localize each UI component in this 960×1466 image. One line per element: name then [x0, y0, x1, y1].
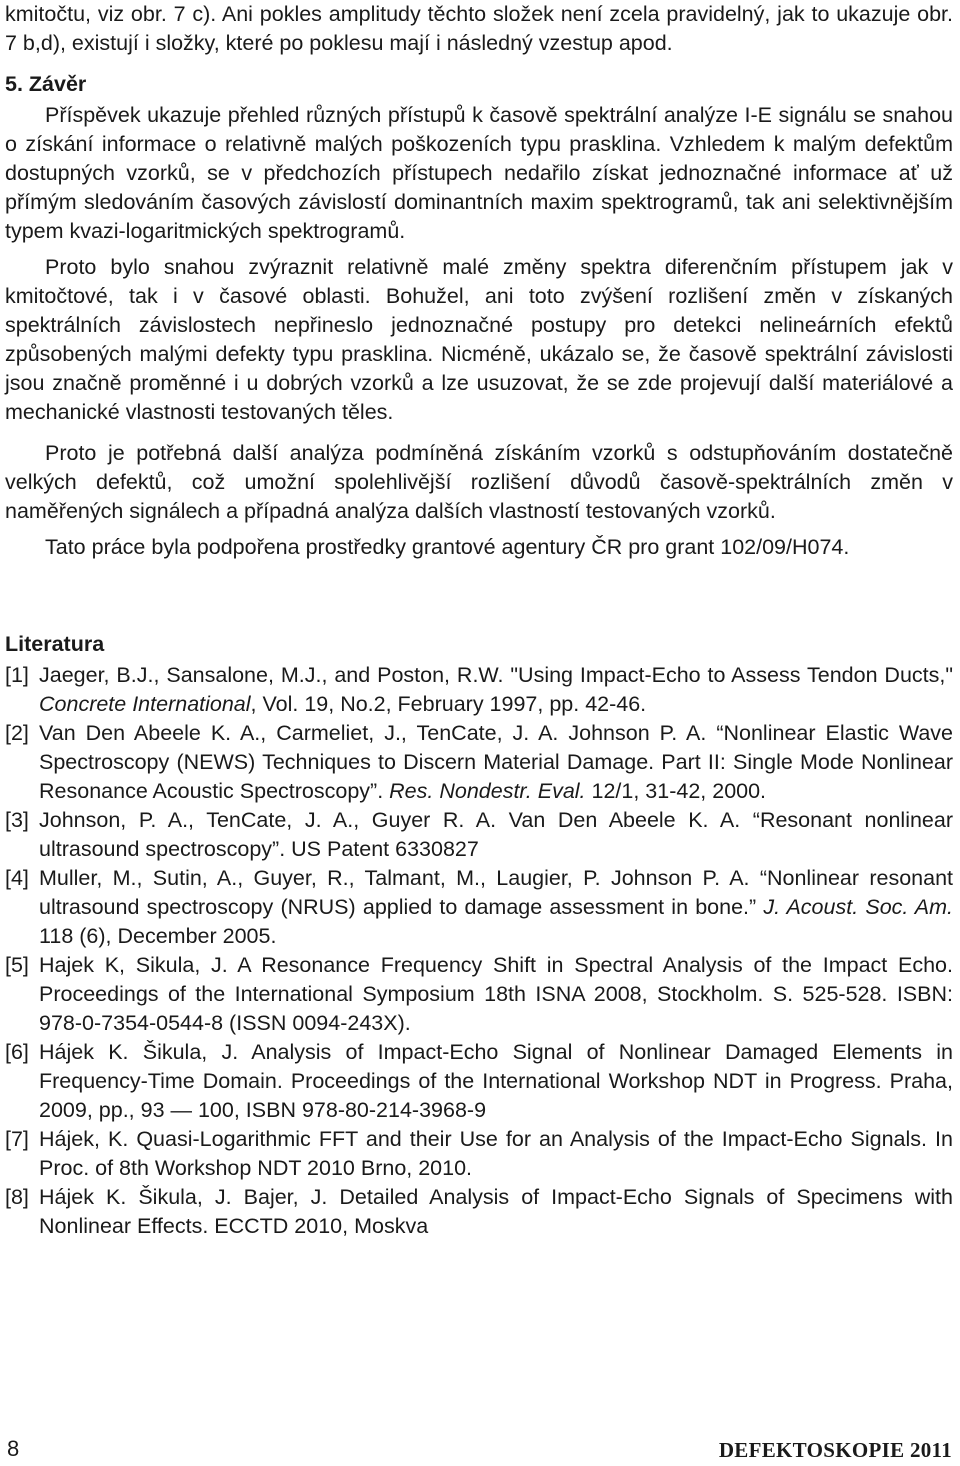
reference-journal: Concrete International	[39, 692, 251, 716]
acknowledgement-paragraph: Tato práce byla podpořena prostředky grantové agentury ČR pro grant 102/09/H074.	[45, 535, 850, 559]
reference-item	[5, 1183, 953, 1241]
reference-text: Hajek K, Sikula, J. A Resonance Frequency Shift in Spectral Analysis of the Impact Echo. Proceedings of the International Symposium 18th ISNA 2008, Stockholm. S. 525-528. ISBN: 978-0-7354-0544-8 (ISSN 0094-243X).	[39, 953, 953, 1035]
reference-text: Muller, M., Sutin, A., Guyer, R., Talmant, M., Laugier, P. Johnson P. A. “Nonlinear resonant ultrasound spectroscopy (NRUS) applied to damage assessment in bone.”	[39, 866, 953, 919]
reference-journal: J. Acoust. Soc. Am.	[763, 895, 953, 919]
page-number: 8	[7, 1436, 20, 1461]
journal-name: DEFEKTOSKOPIE 2011	[718, 1438, 952, 1462]
page-body	[5, 0, 953, 1241]
reference-text: 118 (6), December 2005.	[39, 924, 277, 948]
reference-text: , Vol. 19, No.2, February 1997, pp. 42-46.	[250, 692, 647, 716]
page-footer	[0, 1436, 960, 1466]
reference-journal: Res. Nondestr. Eval.	[389, 779, 586, 803]
reference-number: [5]	[5, 953, 29, 977]
reference-item	[5, 1038, 953, 1125]
conclusion-paragraph: Příspěvek ukazuje přehled různých přístupů k časově spektrální analýze I-E signálu se snahou o získání informace o relativně malých poškozeních typu prasklina. Vzhledem k malým defektům dostupných vzorků, se v předchozích přístupech nedařilo získat jednoznačné informace ať už přímým sledováním časových závislostí dominantních maxim spektrogramů, tak ani selektivnějším typem kvazi-logaritmických spektrogramů.	[5, 103, 953, 243]
reference-number: [6]	[5, 1040, 29, 1064]
section-number: 5.	[5, 72, 23, 96]
reference-number: [3]	[5, 808, 29, 832]
reference-text: 12/1, 31-42, 2000.	[585, 779, 767, 803]
intro-paragraph: kmitočtu, viz obr. 7 c). Ani pokles amplitudy těchto složek není zcela pravidelný, jak to ukazuje obr. 7 b,d), existují i složky, které po poklesu mají i následný vzestup apod.	[5, 2, 953, 55]
reference-item	[5, 719, 953, 806]
literature-heading: Literatura	[5, 632, 105, 656]
reference-number: [1]	[5, 663, 29, 687]
reference-item	[5, 951, 953, 1038]
reference-item	[5, 806, 953, 864]
reference-text: Hájek K. Šikula, J. Analysis of Impact-Echo Signal of Nonlinear Damaged Elements in Frequency-Time Domain. Proceedings of the International Workshop NDT in Progress. Praha, 2009, pp., 93 — 100, ISBN 978-80-214-3968-9	[39, 1040, 953, 1122]
reference-text: Hájek, K. Quasi-Logarithmic FFT and their Use for an Analysis of the Impact-Echo Signals. In Proc. of 8th Workshop NDT 2010 Brno, 2010.	[39, 1127, 953, 1180]
reference-text: Van Den Abeele K. A., Carmeliet, J., TenCate, J. A. Johnson P. A. “Nonlinear Elastic Wave Spectroscopy (NEWS) Techniques to Discern Material Damage. Part II: Single Mode Nonlinear Resonance Acoustic Spectroscopy”.	[39, 721, 953, 803]
reference-text: Hájek K. Šikula, J. Bajer, J. Detailed Analysis of Impact-Echo Signals of Specimens with Nonlinear Effects. ECCTD 2010, Moskva	[39, 1185, 953, 1238]
conclusion-paragraph: Proto bylo snahou zvýraznit relativně malé změny spektra diferenčním přístupem jak v kmitočtové, tak i v časové oblasti. Bohužel, ani toto zvýšení rozlišení změn v získaných spektrálních závislostech nepřineslo jednoznačné postupy pro detekci nelineárních efektů způsobených malými defekty typu prasklina. Nicméně, ukázalo se, že časově spektrální závislosti jsou značně proměnné i u dobrých vzorků a lze usuzovat, že se zde projevují další materiálové a mechanické vlastnosti testovaných těles.	[5, 255, 953, 424]
reference-list	[5, 661, 953, 1241]
reference-number: [4]	[5, 866, 29, 890]
reference-text: Jaeger, B.J., Sansalone, M.J., and Poston, R.W. "Using Impact-Echo to Assess Tendon Ducts,"	[39, 663, 953, 687]
section-heading	[5, 70, 953, 99]
reference-number: [8]	[5, 1185, 29, 1209]
reference-text: Johnson, P. A., TenCate, J. A., Guyer R. A. Van Den Abeele K. A. “Resonant nonlinear ultrasound spectroscopy”. US Patent 6330827	[39, 808, 953, 861]
reference-item	[5, 1125, 953, 1183]
section-title: Závěr	[28, 72, 87, 96]
conclusion-paragraph: Proto je potřebná další analýza podmíněná získáním vzorků s odstupňováním dostatečně velkých defektů, což umožní spolehlivější rozlišení důvodů časově-spektrálních změn v naměřených signálech a případná analýza dalších vlastností testovaných vzorků.	[5, 441, 953, 523]
reference-number: [2]	[5, 721, 29, 745]
reference-number: [7]	[5, 1127, 29, 1151]
reference-item	[5, 864, 953, 951]
reference-item	[5, 661, 953, 719]
